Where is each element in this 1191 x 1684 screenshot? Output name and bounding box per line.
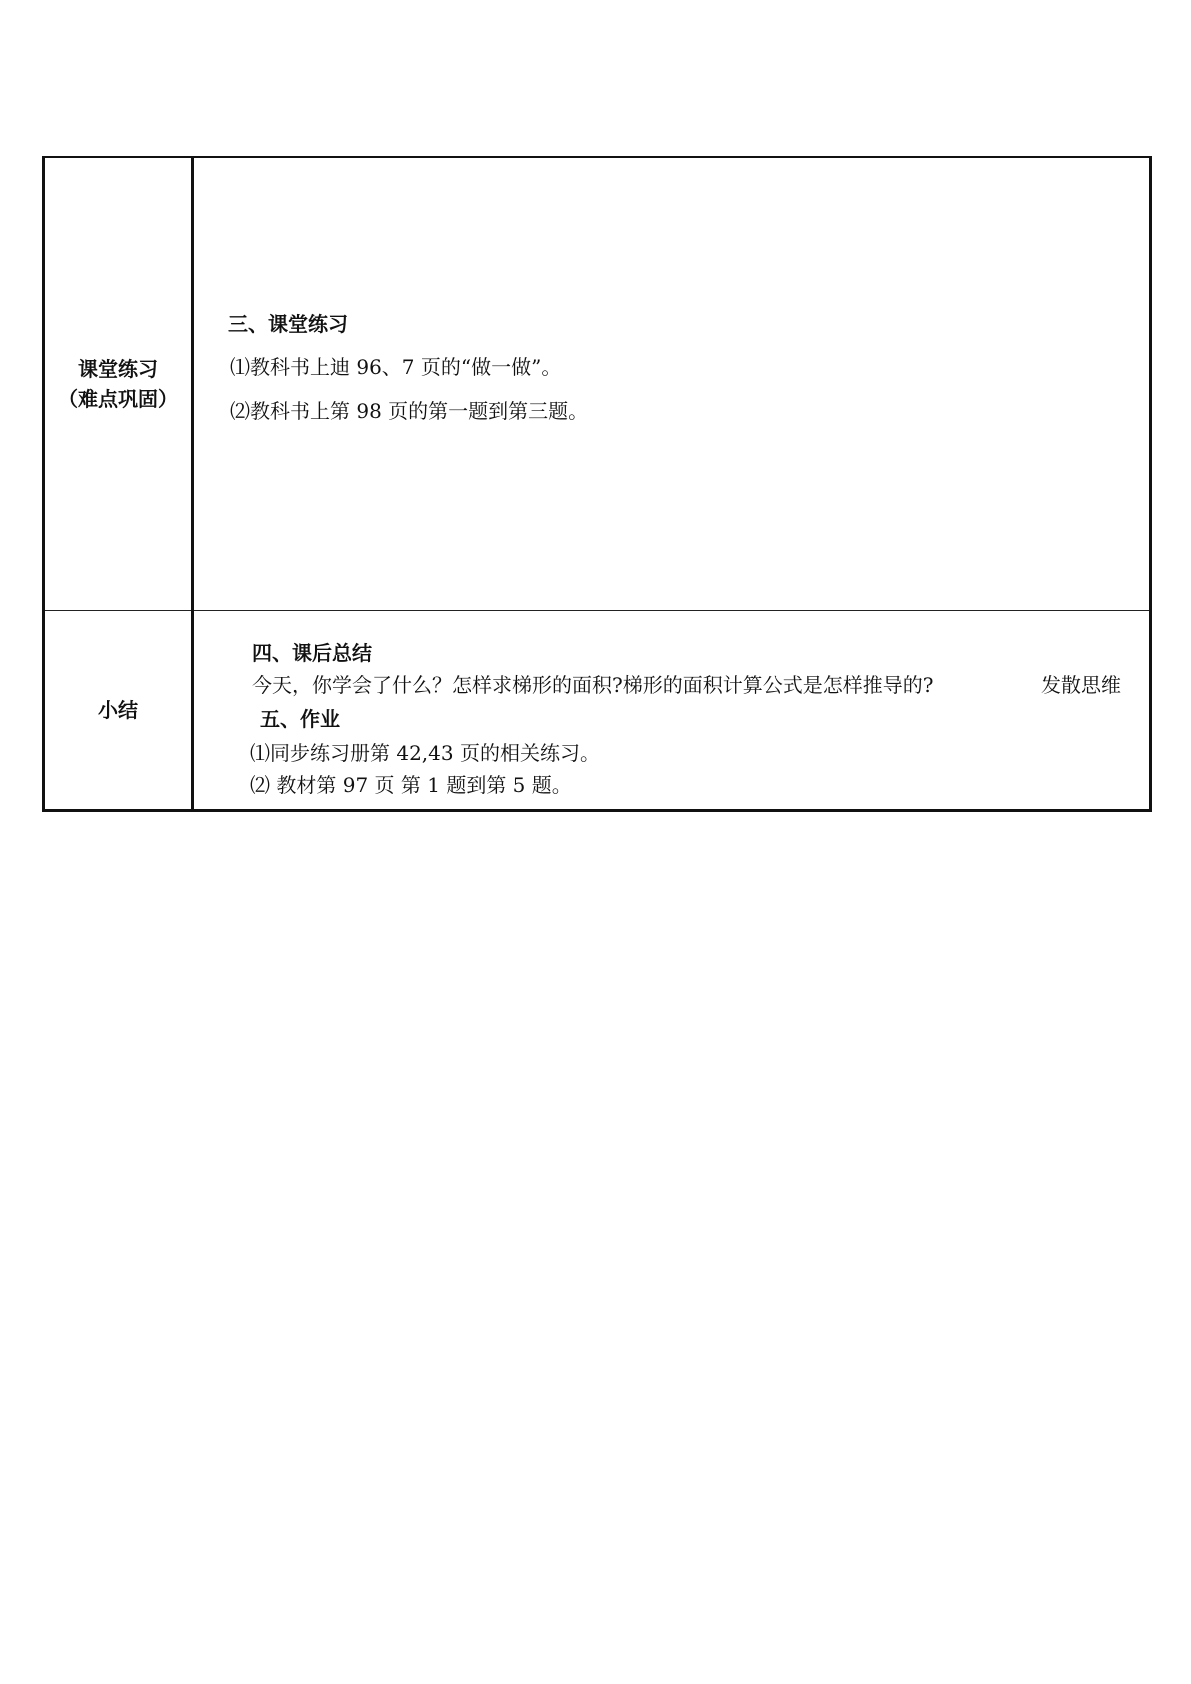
homework-item-1: ⑴同步练习册第 42,43 页的相关练习。 (250, 741, 600, 765)
content-cell-summary (193, 611, 1151, 811)
homework-item-2: ⑵ 教材第 97 页 第 1 题到第 5 题。 (250, 773, 572, 797)
practice-item-2: ⑵教科书上第 98 页的第一题到第三题。 (230, 399, 589, 423)
label-line-practice: 课堂练习 (78, 357, 158, 381)
label-line-difficulty: （难点巩固） (58, 387, 178, 411)
table-row-summary (44, 611, 1151, 811)
label-line-summary: 小结 (98, 698, 138, 722)
section-heading-practice: 三、课堂练习 (228, 312, 348, 336)
content-cell-classroom-practice (193, 157, 1151, 611)
section-heading-after-class: 四、课后总结 (252, 641, 372, 665)
summary-question-line: 今天，你学会了什么？怎样求梯形的面积?梯形的面积计算公式是怎样推导的? (252, 673, 934, 697)
section-heading-homework: 五、作业 (260, 707, 340, 731)
summary-note: 发散思维 (1041, 673, 1121, 697)
row-label-summary (44, 611, 193, 811)
lesson-plan-table (42, 156, 1152, 812)
table-row-classroom-practice (44, 157, 1151, 611)
row-label-classroom-practice (44, 157, 193, 611)
practice-item-1: ⑴教科书上迪 96、7 页的“做一做”。 (230, 355, 562, 379)
